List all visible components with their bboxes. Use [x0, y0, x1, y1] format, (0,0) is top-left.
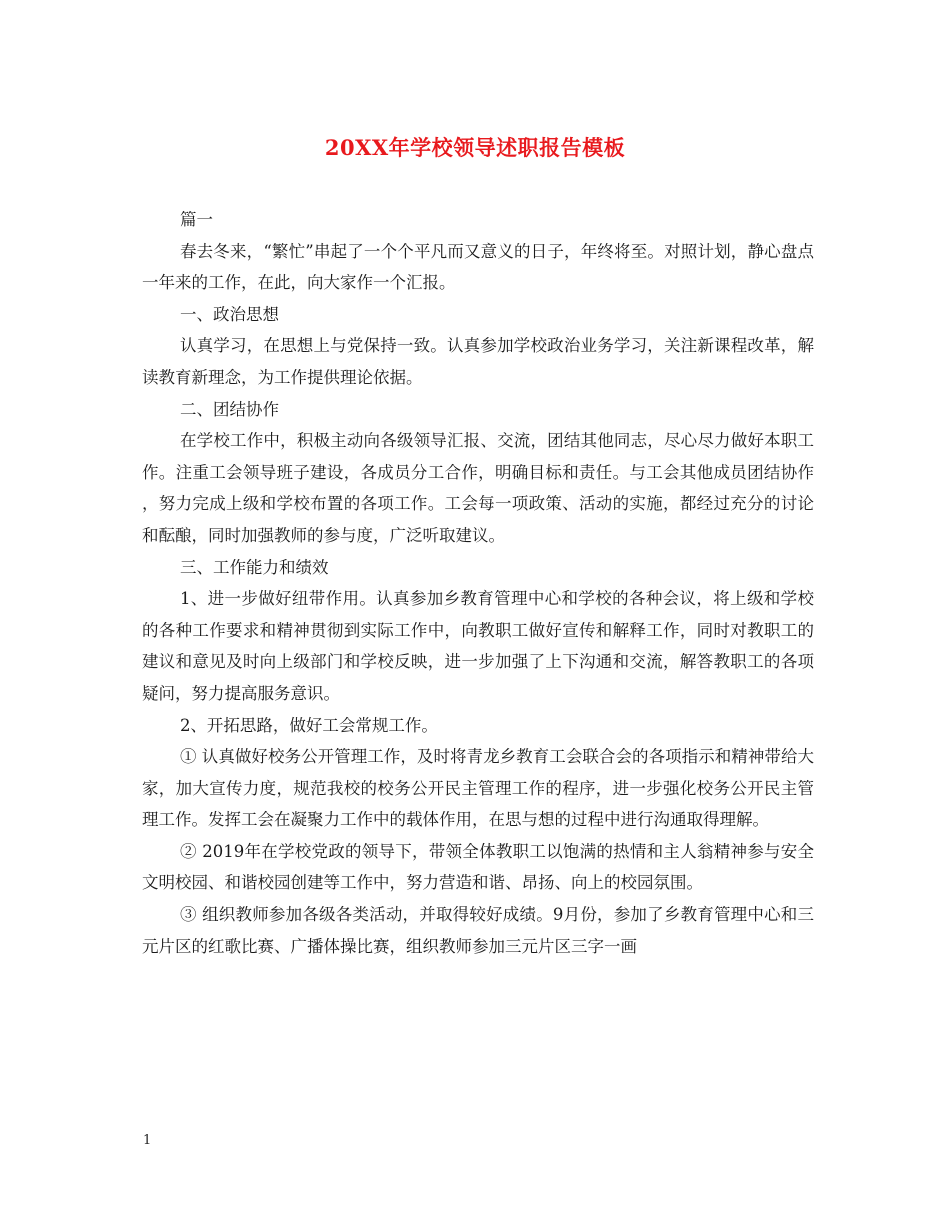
- paragraph-teamwork: 在学校工作中，积极主动向各级领导汇报、交流，团结其他同志，尽心尽力做好本职工作。注重工会领导班子建设，各成员分工合作，明确目标和责任。与工会其他成员团结协作，努力完成上级和学校布置的各项工作。工会每一项政策、活动的实施，都经过充分的讨论和酝酿，同时加强教师的参与度，广泛听取建议。: [142, 431, 814, 545]
- paragraph-intro: 春去冬来，“繁忙”串起了一个个平凡而又意义的日子，年终将至。对照计划，静心盘点一年来的工作，在此，向大家作一个汇报。: [142, 241, 814, 293]
- paragraph-item-1: 1、进一步做好纽带作用。认真参加乡教育管理中心和学校的各种会议，将上级和学校的各种工作要求和精神贯彻到实际工作中，向教职工做好宣传和解释工作，同时对教职工的建议和意见及时向上级部门和学校反映，进一步加强了上下沟通和交流，解答教职工的各项疑问，努力提高服务意识。: [142, 589, 814, 703]
- paragraph-political-thought: 认真学习，在思想上与党保持一致。认真参加学校政治业务学习，关注新课程改革，解读教育新理念，为工作提供理论依据。: [142, 336, 814, 387]
- section-label: 篇一: [179, 210, 213, 229]
- heading-political-thought: 一、政治思想: [179, 304, 279, 324]
- document-body: [142, 204, 814, 962]
- paragraph-sub-item-2: ② 2019年在学校党政的领导下，带领全体教职工以饱满的热情和主人翁精神参与安全文明校园、和谐校园创建等工作中，努力营造和谐、昂扬、向上的校园氛围。: [142, 841, 814, 893]
- document-title: 20XX年学校领导述职报告模板: [324, 135, 626, 160]
- heading-ability-performance: 三、工作能力和绩效: [179, 557, 329, 577]
- paragraph-sub-item-1: ① 认真做好校务公开管理工作，及时将青龙乡教育工会联合会的各项指示和精神带给大家，加大宣传力度，规范我校的校务公开民主管理工作的程序，进一步强化校务公开民主管理工作。发挥工会在凝聚力工作中的载体作用，在思与想的过程中进行沟通取得理解。: [142, 747, 814, 830]
- paragraph-sub-item-3: ③ 组织教师参加各级各类活动，并取得较好成绩。9月份，参加了乡教育管理中心和三元片区的红歌比赛、广播体操比赛，组织教师参加三元片区三字一画: [142, 905, 814, 956]
- heading-teamwork: 二、团结协作: [179, 399, 279, 419]
- paragraph-item-2: 2、开拓思路，做好工会常规工作。: [179, 715, 438, 735]
- page-number: 1: [143, 1133, 152, 1148]
